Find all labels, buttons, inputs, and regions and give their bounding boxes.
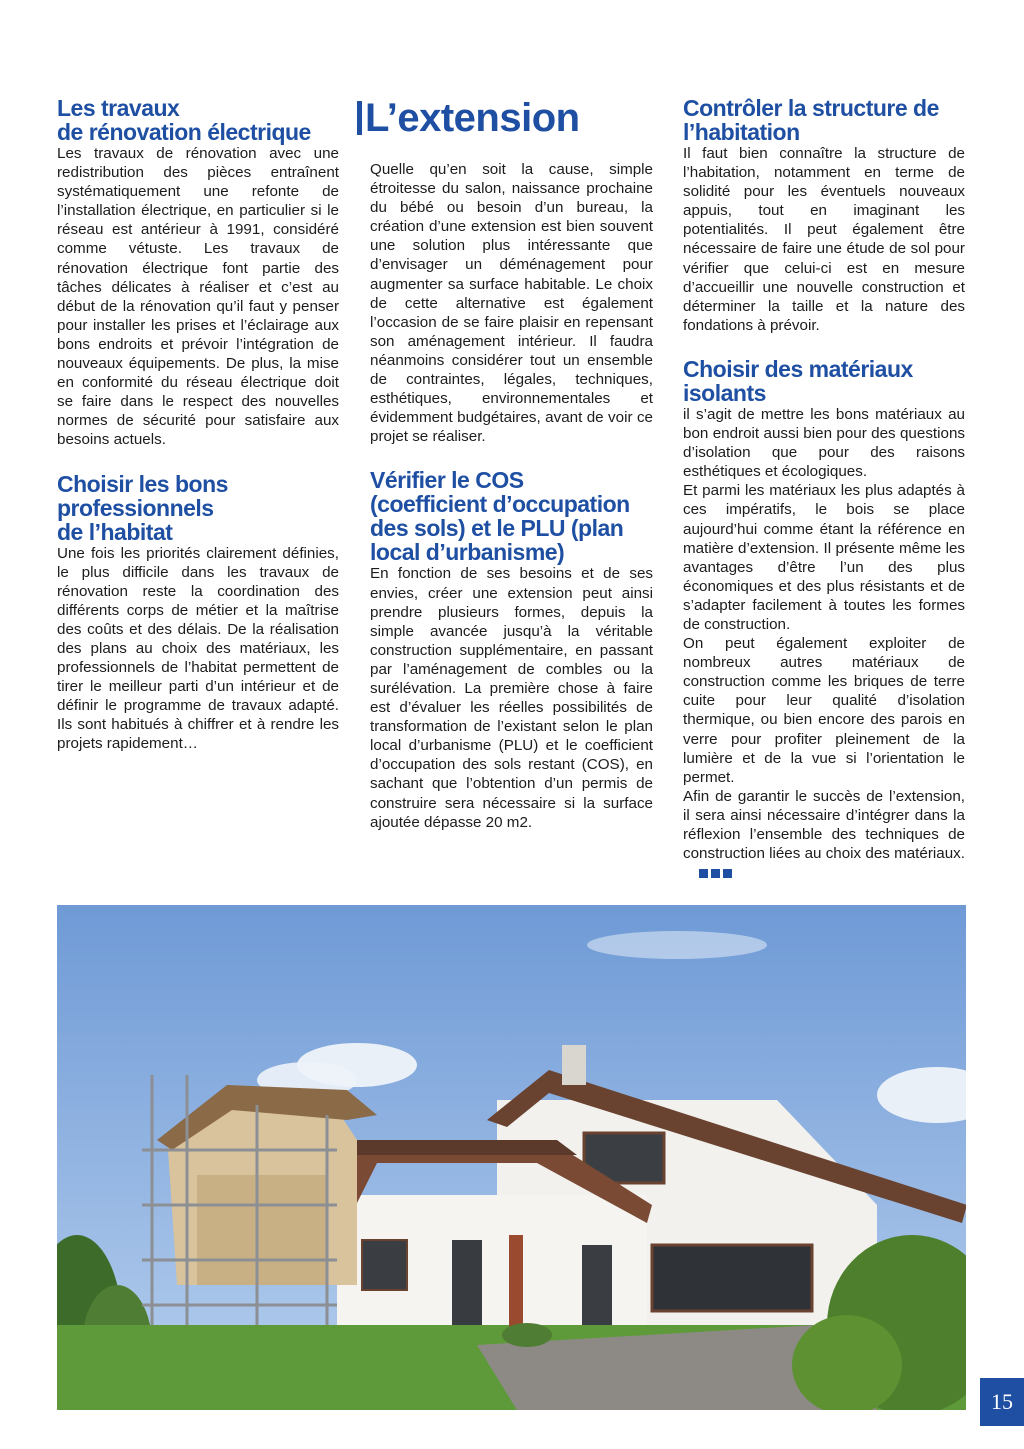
heading-choisir-materiaux	[683, 357, 965, 405]
heading-line: Contrôler la structure de	[683, 95, 939, 121]
heading-line: de rénovation électrique	[57, 119, 311, 145]
paragraph-materiaux-3: On peut également exploiter de nombreux autres matériaux de construction comme les briques de terre cuite pour leur qualité d’isolation thermique, ou bien encore des parois en verre pour profiter pleinement de la lumière et de la vue si l’orientation le permet.	[683, 635, 965, 786]
title-bar-decoration	[357, 101, 362, 135]
paragraph-extension-intro: Quelle qu’en soit la cause, simple étroitesse du salon, naissance prochaine du bébé ou besoin d’un bureau, la création d’une extension est bien souvent une solution plus intéressante que d’envisager un déménagement pour augmenter sa surface habitable. Le choix de cette alternative est également l’occasion de se faire plaisir en repensant son aménagement intérieur. Il faudra néanmoins considérer tout un ensemble de contraintes, légales, techniques, esthétiques, environnementales et évidemment budgétaires, avant de voir ce projet se réaliser.	[370, 161, 653, 446]
heading-line: professionnels	[57, 494, 214, 521]
heading-line: l’habitation	[683, 119, 800, 145]
heading-line: des sols) et le PLU (plan	[370, 515, 624, 542]
paragraph-choisir-professionnels: Une fois les priorités clairement définies, le plus difficile dans les travaux de rénovation reste la coordination des différents corps de métier et la maîtrise des coûts et des délais. De la réalisation des plans au choix des matériaux, les professionnels de l’habitat permettent de tirer le meilleur parti d’un intérieur et de définir le programme de travaux adapté. Ils sont habitués à chiffrer et à rendre les projets rapidement…	[57, 544, 339, 753]
house-illustration	[57, 905, 966, 1410]
paragraph-renovation-electrique: Les travaux de rénovation avec une redistribution des pièces entraînent systématiquement une refonte de l’installation électrique, en particulier si le réseau est antérieur à 1991, considéré comme vétuste. Les travaux de rénovation électrique font partie des tâches délicates à réaliser et c’est au début de la rénovation qu’il faut y penser pour installer les prises et l’éclairage aux bons endroits et prévoir l’intégration de nouveaux équipements. De plus, la mise en conformité du réseau électrique doit se faire dans le respect des nouvelles normes de sécurité pour satisfaire aux besoins actuels.	[57, 145, 339, 449]
heading-controler-structure	[683, 96, 965, 144]
middle-column	[365, 96, 653, 832]
heading-line: Les travaux	[57, 95, 180, 121]
house-extension-photo	[57, 905, 966, 1410]
paragraph-materiaux-4-text: Afin de garantir le succès de l’extension, il sera ainsi nécessaire d’intégrer dans la réflexion l’ensemble des techniques de construction liées au choix des matériaux.	[683, 787, 965, 863]
heading-verifier-cos	[370, 468, 653, 564]
heading-line: Choisir des matériaux	[683, 355, 913, 382]
main-title-extension	[357, 96, 653, 140]
heading-line: Choisir les bons	[57, 470, 228, 497]
heading-line: Vérifier le COS	[370, 467, 524, 494]
heading-choisir-professionnels	[57, 472, 339, 544]
right-column	[683, 96, 965, 882]
paragraph-materiaux-2: Et parmi les matériaux les plus adaptés à ces impératifs, le bois se place aujourd’hui comme étant la référence en matière d’extension. Il présente même les avantages d’être l’un des plus économiques et des plus résistants et de s’adapter facilement à toutes les formes de construction.	[683, 482, 965, 633]
paragraph-materiaux-1: il s’agit de mettre les bons matériaux au bon endroit aussi bien pour des questions d’isolation que pour des raisons esthétiques et écologiques.	[683, 405, 965, 481]
left-column	[57, 96, 339, 754]
heading-line: de l’habitat	[57, 518, 173, 545]
heading-line: local d’urbanisme)	[370, 539, 565, 566]
heading-renovation-electrique	[57, 96, 339, 144]
end-of-article-mark	[699, 869, 732, 878]
main-title-text: L’extension	[365, 96, 580, 140]
paragraph-verifier-cos: En fonction de ses besoins et de ses envies, créer une extension peut ainsi prendre plusieurs formes, depuis la simple avancée jusqu’à la véritable construction supplémentaire, en passant par l’aménagement de combles ou la surélévation. La première chose à faire est d’évaluer les réelles possibilités de transformation de l’existant selon le plan local d’urbanisme (PLU) et le coefficient d’occupation des sols restant (COS), en sachant que l’obtention d’un permis de construire sera nécessaire si la surface ajoutée dépasse 20 m2.	[370, 565, 653, 831]
paragraph-controler-structure: Il faut bien connaître la structure de l’habitation, notamment en terme de solidité pour les éventuels nouveaux appuis, tout en imaginant les potentialités. Il peut également être nécessaire de faire une étude de sol pour vérifier que celui-ci est en mesure d’accueillir une nouvelle construction et déterminer la taille et la nature des fondations à prévoir.	[683, 145, 965, 334]
paragraph-materiaux-4	[683, 787, 965, 882]
page-number: 15	[980, 1378, 1024, 1426]
heading-line: (coefficient d’occupation	[370, 491, 630, 518]
heading-line: isolants	[683, 379, 766, 406]
